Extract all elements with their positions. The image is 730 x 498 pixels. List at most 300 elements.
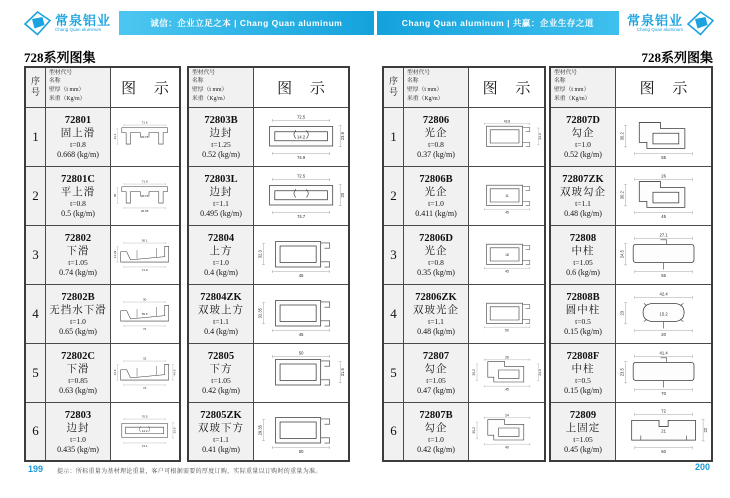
table-row (383, 343, 545, 402)
profile-code: 72803L (204, 173, 238, 185)
profile-diagram-cell (469, 284, 546, 343)
profile-table (24, 66, 181, 462)
profile-diagram-cell (469, 166, 546, 225)
profile-code: 72807D (566, 114, 600, 126)
profile-cross-section-diagram (618, 286, 709, 342)
dimension-label: 42.4 (659, 290, 668, 296)
dimension-label: 45 (661, 213, 666, 219)
page-header (24, 8, 714, 38)
row-info-cell (550, 284, 616, 343)
dimension-label: 23.9 (339, 131, 345, 140)
wall-thickness: t=1.0 (70, 434, 86, 444)
dimension-label: 60 (661, 449, 666, 455)
slogan-banner-right: Chang Quan aluminum | 共赢：企业生存之道 (377, 11, 619, 35)
meter-weight: 0.495 (kg/m) (200, 208, 242, 218)
profile-cross-section-diagram (471, 227, 543, 283)
row-info-cell (188, 402, 254, 461)
dimension-label: 50 (298, 350, 304, 356)
profile-cross-section-diagram (112, 168, 177, 224)
info-header-line: 米重（Kg/m） (554, 95, 591, 102)
wall-thickness: t=1.0 (428, 199, 444, 209)
profile-cross-section-diagram (471, 286, 543, 342)
table-row (383, 166, 545, 225)
profile-name: 双玻上方 (198, 304, 244, 316)
row-info-cell (550, 225, 616, 284)
row-seq-number: 6 (383, 402, 404, 461)
footnote: 提示：所标重量为基材理论重量，客户可根据需要的厚度订购，实际重量以订购时的重量为准。 (57, 469, 322, 475)
profile-diagram-cell (111, 284, 181, 343)
dimension-label: 43.5 (113, 369, 118, 375)
profile-cross-section-diagram (256, 227, 346, 283)
profile-diagram-cell (254, 225, 350, 284)
dimension-label: 18 (504, 252, 509, 257)
dimension-label: 44.6 (172, 369, 177, 375)
page-number-right: 200 (694, 462, 710, 472)
profile-diagram-cell (616, 225, 713, 284)
row-seq-number: 5 (25, 343, 46, 402)
dimension-label: 23.5 (619, 367, 625, 376)
dimension-label: 24.5 (537, 132, 542, 140)
dimension-label: 71.9 (142, 179, 148, 184)
meter-weight: 0.35 (kg/m) (417, 267, 455, 277)
dimension-label: 26.76 (141, 134, 149, 139)
info-header-line: 壁厚（t mm） (49, 86, 85, 93)
profile-cross-section-diagram (618, 345, 709, 401)
dimension-label: 20 (339, 192, 345, 198)
meter-weight: 0.668 (kg/m) (57, 149, 99, 159)
profile-name: 上固定 (565, 422, 601, 434)
dimension-label: 30.2 (471, 368, 476, 376)
column-header-diagram: 图 示 (616, 67, 713, 107)
profile-cross-section-diagram (256, 109, 346, 165)
profile-code: 72808 (569, 232, 597, 244)
row-seq-number: 2 (383, 166, 404, 225)
info-header-line: 型材代号 (49, 69, 73, 76)
table-row (383, 402, 545, 461)
profile-code: 72803B (204, 114, 238, 126)
info-header-line: 型材代号 (192, 69, 216, 76)
dimension-label: 45 (504, 268, 509, 273)
profile-cross-section-diagram (256, 286, 346, 342)
profile-code: 72808B (566, 291, 600, 303)
table-header-row (188, 67, 349, 107)
profile-table (382, 66, 546, 462)
column-header-info (188, 67, 254, 107)
row-info-cell (46, 107, 111, 166)
meter-weight: 0.42 (kg/m) (202, 385, 240, 395)
row-info-cell (550, 343, 616, 402)
dimension-label: 27.1 (659, 231, 668, 237)
table-row (550, 107, 712, 166)
wall-thickness: t=1.05 (573, 434, 593, 444)
table-row (550, 343, 712, 402)
info-header-line: 名称 (554, 78, 566, 85)
brand-subtitle: Chang Quan aluminum (636, 26, 683, 32)
dimension-label: 31.5 (339, 367, 345, 376)
meter-weight: 0.6 (kg/m) (566, 267, 600, 277)
dimension-label: 48 (113, 193, 118, 197)
dimension-label: 41.4 (659, 349, 668, 355)
info-header-line: 米重（Kg/m） (407, 95, 444, 102)
wall-thickness: t=1.1 (213, 434, 229, 444)
column-header-info (404, 67, 469, 107)
row-info-cell (46, 402, 111, 461)
dimension-label: 30.2 (619, 131, 625, 140)
dimension-label: 74.9 (296, 154, 306, 160)
meter-weight: 0.4 (kg/m) (204, 267, 238, 277)
info-header-line: 米重（Kg/m） (192, 95, 229, 102)
wall-thickness: t=1.25 (211, 140, 231, 150)
wall-thickness: t=1.0 (70, 317, 86, 327)
profile-diagram-cell (469, 225, 546, 284)
table-row (188, 107, 349, 166)
table-header-row (383, 67, 545, 107)
wall-thickness: t=1.0 (428, 434, 444, 444)
profile-code: 72806B (419, 173, 453, 185)
dimension-label: 23.9 (172, 427, 177, 434)
profile-name: 上方 (209, 245, 233, 257)
profile-code: 72807B (419, 409, 453, 421)
dimension-label: 72 (143, 385, 147, 390)
dimension-label: 26 (661, 172, 666, 178)
profile-diagram-cell (254, 284, 350, 343)
dimension-label: 43.8 (503, 118, 510, 123)
dimension-label: 14.2 (142, 429, 148, 434)
meter-weight: 0.15 (kg/m) (564, 385, 602, 395)
meter-weight: 0.48 (kg/m) (417, 326, 455, 336)
profile-diagram-cell (616, 107, 713, 166)
meter-weight: 0.47 (kg/m) (417, 385, 455, 395)
table-row (25, 225, 180, 284)
dimension-label: 74.7 (296, 213, 306, 219)
profile-code: 72807 (422, 350, 450, 362)
row-info-cell (404, 225, 469, 284)
meter-weight: 0.15 (kg/m) (564, 326, 602, 336)
row-seq-number: 5 (383, 343, 404, 402)
series-title-right: 728系列图集 (641, 50, 713, 65)
dimension-label: 50 (504, 327, 509, 332)
wall-thickness: t=1.05 (211, 376, 231, 386)
dimension-label: 21 (661, 428, 666, 434)
profile-diagram-cell (111, 343, 181, 402)
brand-name: 常泉铝业 (55, 12, 112, 28)
meter-weight: 0.435 (kg/m) (57, 444, 99, 454)
dimension-label: 32.3 (257, 249, 263, 258)
dimension-label: 29.35 (257, 425, 263, 436)
profile-cross-section-diagram (112, 227, 177, 283)
column-header-seq: 序号 (383, 67, 404, 107)
row-seq-number: 3 (383, 225, 404, 284)
wall-thickness: t=0.8 (70, 199, 86, 209)
table-row (25, 343, 180, 402)
profile-cross-section-diagram (256, 168, 346, 224)
column-header-diagram: 图 示 (111, 67, 181, 107)
column-header-seq: 序号 (25, 67, 46, 107)
profile-diagram-cell (111, 107, 181, 166)
profile-diagram-cell (616, 166, 713, 225)
dimension-label: 50 (298, 449, 304, 455)
dimension-label: 74.1 (142, 444, 148, 449)
profile-code: 72802 (64, 232, 92, 244)
meter-weight: 0.48 (kg/m) (564, 208, 602, 218)
dimension-label: 32 (143, 356, 147, 361)
profile-cross-section-diagram (618, 168, 709, 224)
table-header-row (25, 67, 180, 107)
table-row (550, 284, 712, 343)
row-seq-number: 6 (25, 402, 46, 461)
row-info-cell (46, 343, 111, 402)
profile-name: 圆中柱 (565, 304, 601, 316)
dimension-label: 45 (298, 272, 304, 278)
row-seq-number: 3 (25, 225, 46, 284)
row-info-cell (404, 284, 469, 343)
dimension-label: 26.76 (141, 193, 149, 198)
diamond-logo-icon (24, 11, 51, 36)
profile-cross-section-diagram (618, 109, 709, 165)
row-info-cell (404, 107, 469, 166)
table-row (383, 225, 545, 284)
row-info-cell (46, 166, 111, 225)
table-row (188, 284, 349, 343)
table-row (25, 402, 180, 461)
profile-cross-section-diagram (256, 345, 346, 401)
column-header-diagram: 图 示 (254, 67, 350, 107)
info-header-line: 名称 (49, 78, 61, 85)
profile-cross-section-diagram (471, 345, 543, 401)
table-row (188, 166, 349, 225)
meter-weight: 0.41 (kg/m) (202, 444, 240, 454)
table-row (550, 402, 712, 461)
profile-name: 勾企 (424, 363, 448, 375)
meter-weight: 0.37 (kg/m) (417, 149, 455, 159)
table-row (550, 225, 712, 284)
dimension-label: 40 (504, 445, 509, 450)
profile-name: 双玻勾企 (560, 186, 606, 198)
dimension-label: 44.29 (113, 250, 118, 258)
profile-diagram-cell (254, 402, 350, 461)
meter-weight: 0.42 (kg/m) (417, 444, 455, 454)
row-seq-number: 1 (383, 107, 404, 166)
profile-diagram-cell (111, 225, 181, 284)
profile-diagram-cell (469, 107, 546, 166)
table-header-row (550, 67, 712, 107)
wall-thickness: t=0.85 (68, 376, 88, 386)
dimension-label: 72 (143, 326, 147, 331)
dimension-label: 24.5 (619, 249, 625, 258)
profile-cross-section-diagram (256, 403, 346, 459)
dimension-label: 56 (661, 272, 666, 278)
table-row (550, 166, 712, 225)
profile-diagram-cell (616, 343, 713, 402)
dimension-label: 32.35 (257, 307, 263, 318)
profile-cross-section-diagram (471, 403, 543, 459)
profile-name: 边封 (209, 186, 233, 198)
dimension-label: 22 (702, 428, 708, 433)
dimension-label: 72.5 (296, 173, 306, 179)
profile-code: 72809 (569, 409, 597, 421)
dimension-label: 30 (143, 297, 147, 302)
wall-thickness: t=1.05 (573, 258, 593, 268)
dimension-label: 45 (298, 331, 304, 337)
table-row (25, 166, 180, 225)
profile-cross-section-diagram (471, 109, 543, 165)
dimension-label: 70.5 (142, 414, 148, 419)
row-info-cell (404, 343, 469, 402)
wall-thickness: t=1.1 (428, 317, 444, 327)
dimension-label: 72 (661, 408, 666, 414)
info-header-line: 名称 (192, 78, 204, 85)
profile-code: 72806ZK (415, 291, 457, 303)
dimension-label: 55 (661, 154, 666, 160)
info-header-line: 米重（Kg/m） (49, 95, 86, 102)
profile-name: 固上滑 (60, 127, 96, 139)
page-number-left: 199 (28, 464, 44, 474)
dimension-label: 11 (504, 193, 509, 198)
profile-diagram-cell (616, 402, 713, 461)
row-info-cell (46, 284, 111, 343)
profile-name: 下滑 (66, 363, 90, 375)
table-row (188, 225, 349, 284)
profile-code: 72806D (419, 232, 453, 244)
profile-code: 72808F (566, 350, 600, 362)
wall-thickness: t=1.0 (213, 258, 229, 268)
wall-thickness: t=0.8 (428, 140, 444, 150)
dimension-label: 14.2 (296, 134, 306, 140)
profile-table (549, 66, 713, 462)
dimension-label: 30.2 (471, 427, 476, 434)
dimension-label: 24.8 (537, 368, 542, 376)
meter-weight: 0.74 (kg/m) (59, 267, 97, 277)
profile-code: 72805 (207, 350, 235, 362)
row-info-cell (404, 166, 469, 225)
row-info-cell (188, 284, 254, 343)
dimension-label: 26 (504, 354, 509, 359)
dimension-label: 71.6 (142, 120, 148, 125)
meter-weight: 0.45 (kg/m) (564, 444, 602, 454)
meter-weight: 0.52 (kg/m) (202, 149, 240, 159)
profile-table (187, 66, 350, 462)
profile-diagram-cell (254, 343, 350, 402)
table-row (383, 284, 545, 343)
column-header-info (550, 67, 616, 107)
dimension-label: 23 (619, 310, 625, 316)
profile-code: 72801 (64, 114, 92, 126)
profile-cross-section-diagram (618, 227, 709, 283)
profile-name: 光企 (424, 245, 448, 257)
dimension-label: 24 (504, 413, 509, 418)
profile-code: 72803 (64, 409, 92, 421)
wall-thickness: t=1.05 (68, 258, 88, 268)
info-header-line: 名称 (407, 78, 419, 85)
row-info-cell (188, 107, 254, 166)
row-info-cell (46, 225, 111, 284)
profile-code: 72807ZK (562, 173, 604, 185)
brand-name: 常泉铝业 (626, 12, 683, 28)
profile-cross-section-diagram (471, 168, 543, 224)
profile-cross-section-diagram (112, 286, 177, 342)
dimension-label: 30.1 (142, 238, 148, 243)
row-seq-number: 4 (383, 284, 404, 343)
profile-diagram-cell (254, 107, 350, 166)
profile-name: 下方 (209, 363, 233, 375)
profile-cross-section-diagram (112, 109, 177, 165)
row-info-cell (550, 166, 616, 225)
dimension-label: 45 (504, 386, 509, 391)
wall-thickness: t=0.5 (575, 376, 591, 386)
profile-name: 光企 (424, 127, 448, 139)
profile-code: 72804 (207, 232, 235, 244)
wall-thickness: t=1.1 (575, 199, 591, 209)
table-row (25, 284, 180, 343)
wall-thickness: t=0.8 (428, 258, 444, 268)
table-row (383, 107, 545, 166)
wall-thickness: t=1.1 (213, 199, 229, 209)
profile-name: 勾企 (424, 422, 448, 434)
meter-weight: 0.63 (kg/m) (59, 385, 97, 395)
meter-weight: 0.65 (kg/m) (59, 326, 97, 336)
profile-name: 光企 (424, 186, 448, 198)
table-row (188, 402, 349, 461)
info-header-line: 壁厚（t mm） (554, 86, 590, 93)
column-header-info (46, 67, 111, 107)
row-info-cell (188, 225, 254, 284)
profile-name: 平上滑 (60, 186, 96, 198)
logo-right (627, 11, 714, 36)
info-header-line: 型材代号 (554, 69, 578, 76)
row-seq-number: 4 (25, 284, 46, 343)
row-info-cell (188, 166, 254, 225)
profile-name: 无挡水下滑 (49, 304, 107, 316)
profile-cross-section-diagram (618, 403, 709, 459)
profile-code: 72806 (422, 114, 450, 126)
row-info-cell (550, 402, 616, 461)
dimension-label: 70 (661, 390, 666, 396)
profile-diagram-cell (469, 402, 546, 461)
profile-name: 双玻下方 (198, 422, 244, 434)
profile-diagram-cell (469, 343, 546, 402)
profile-tables-area (0, 66, 730, 462)
wall-thickness: t=1.05 (426, 376, 446, 386)
dimension-label: 20 (661, 331, 666, 337)
dimension-label: 30.2 (619, 190, 625, 199)
profile-code: 72801C (61, 173, 95, 185)
row-seq-number: 1 (25, 107, 46, 166)
dimension-label: 71.9 (142, 267, 148, 272)
profile-diagram-cell (111, 166, 181, 225)
row-info-cell (404, 402, 469, 461)
profile-name: 边封 (66, 422, 90, 434)
meter-weight: 0.52 (kg/m) (564, 149, 602, 159)
info-header-line: 壁厚（t mm） (407, 86, 443, 93)
profile-name: 边封 (209, 127, 233, 139)
row-info-cell (550, 107, 616, 166)
dimension-label: 59.5 (142, 311, 148, 316)
wall-thickness: t=0.5 (575, 317, 591, 327)
info-header-line: 壁厚（t mm） (192, 86, 228, 93)
diamond-logo-icon (687, 11, 714, 36)
profile-name: 中柱 (571, 245, 595, 257)
profile-code: 72805ZK (200, 409, 242, 421)
profile-cross-section-diagram (112, 345, 177, 401)
meter-weight: 0.4 (kg/m) (204, 326, 238, 336)
profile-diagram-cell (111, 402, 181, 461)
meter-weight: 0.5 (kg/m) (61, 208, 95, 218)
info-header-line: 型材代号 (407, 69, 431, 76)
profile-cross-section-diagram (112, 403, 177, 459)
slogan-banner-left: 诚信：企业立足之本 | Chang Quan aluminum (119, 11, 374, 35)
row-info-cell (188, 343, 254, 402)
logo-left (24, 11, 111, 36)
